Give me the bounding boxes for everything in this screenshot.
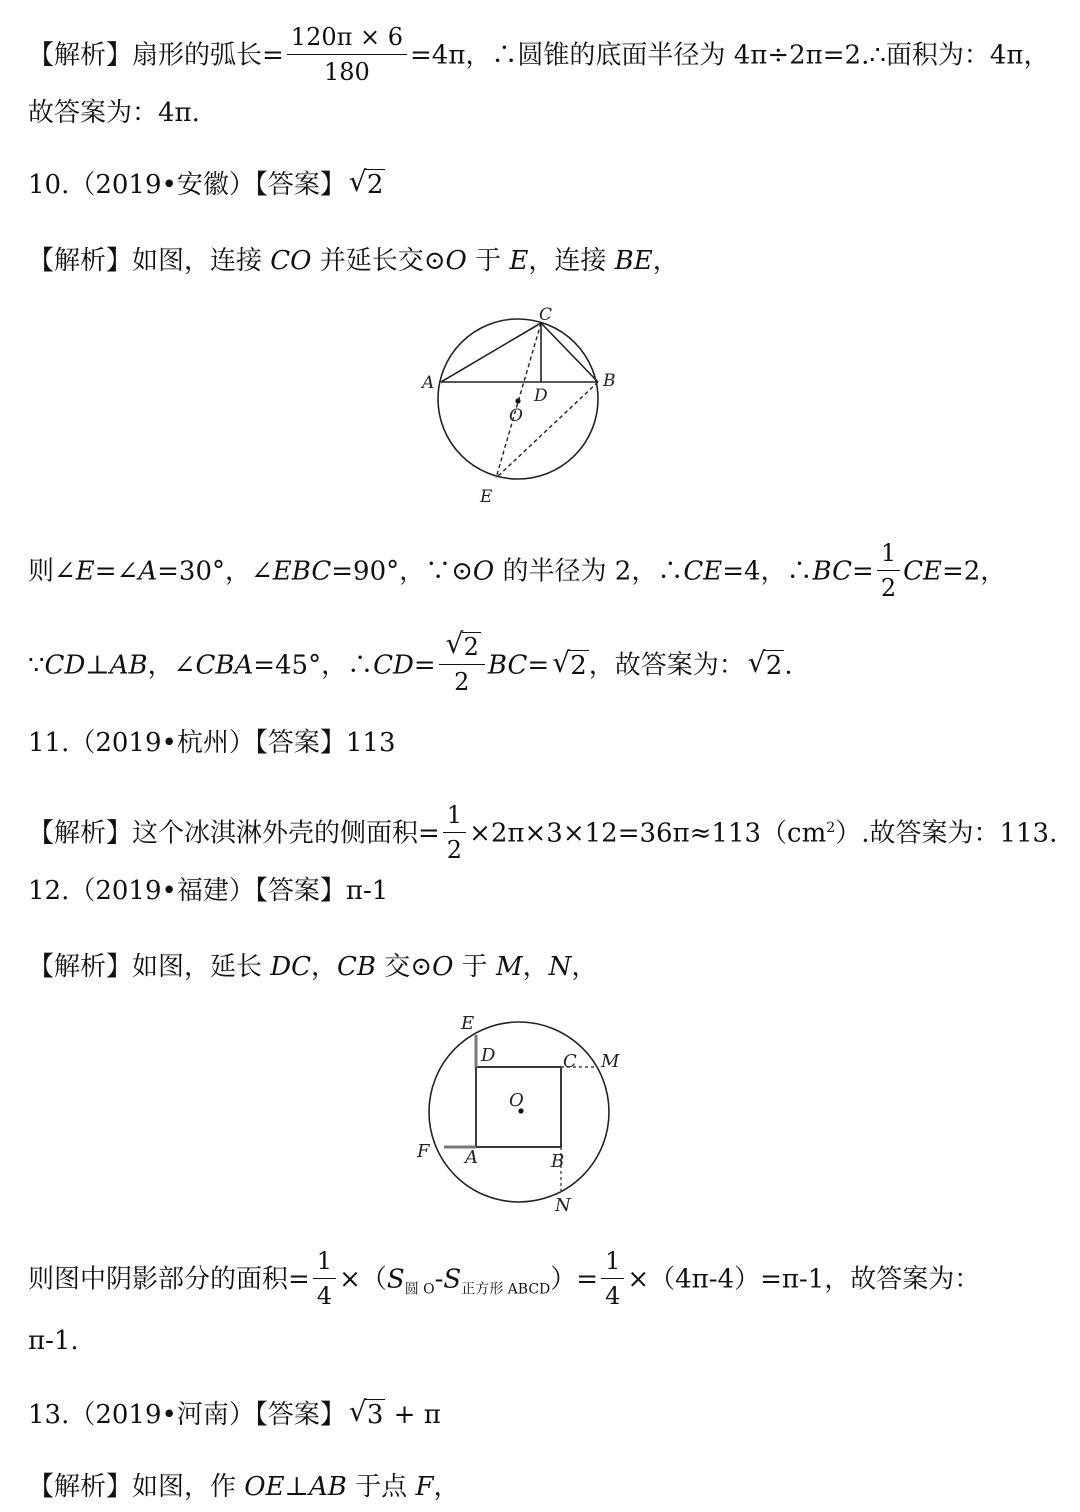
text: = — [413, 650, 436, 681]
text: =4π，∴圆锥的底面半径为 4π÷2π=2.∴面积为：4π， — [410, 40, 1050, 71]
fraction — [313, 1244, 336, 1313]
var: N — [548, 952, 572, 982]
text: = — [852, 556, 874, 587]
label-b: B — [603, 371, 616, 391]
text: = — [527, 650, 550, 681]
text: ，故答案为： — [588, 650, 745, 681]
radicand: 2 — [765, 650, 783, 681]
center-point — [515, 398, 520, 403]
text: =30°，∠ — [157, 556, 273, 587]
text: ）.故答案为：113. — [835, 818, 1058, 849]
var: EBC — [272, 556, 332, 587]
var: AB — [309, 1472, 347, 1502]
var: OE — [244, 1472, 285, 1502]
var: F — [415, 1472, 434, 1502]
question-11-header — [28, 726, 396, 760]
text: 【解析】扇形的弧长= — [28, 40, 284, 71]
denominator: 2 — [880, 574, 897, 602]
text: . — [784, 650, 793, 681]
text: + π — [385, 1400, 441, 1430]
fraction — [439, 630, 485, 699]
circle-figure-10 — [400, 300, 640, 515]
text: ⊥ — [85, 650, 110, 681]
var: E — [509, 246, 529, 276]
numerator: 1 — [877, 536, 900, 571]
denominator: 2 — [446, 836, 463, 864]
text: 【解析】这个冰淇淋外壳的侧面积= — [28, 818, 440, 849]
var: E — [75, 556, 95, 587]
text: 11.（2019•杭州）【答案】 — [28, 728, 346, 758]
solution-line-13 — [28, 1470, 460, 1504]
var: CD — [373, 650, 414, 681]
denominator: 180 — [324, 58, 370, 86]
denominator: 4 — [316, 1282, 333, 1310]
var: CBA — [195, 650, 254, 681]
var: S — [386, 1264, 405, 1295]
denominator: 4 — [605, 1282, 621, 1310]
text: π-1. — [28, 1326, 79, 1356]
text: 于点 — [346, 1472, 416, 1502]
var: A — [138, 556, 158, 587]
sqrt — [552, 649, 589, 683]
label-b: B — [551, 1151, 565, 1172]
answer: π-1 — [345, 876, 389, 906]
solution-line-12a — [28, 950, 597, 984]
sqrt — [349, 168, 386, 202]
text: ⊥ — [284, 1472, 310, 1502]
text: ，连接 — [528, 246, 615, 276]
text: ×2π×3×12=36π≈113（cm — [469, 818, 827, 849]
fraction — [601, 1244, 624, 1313]
text: ， — [571, 952, 598, 982]
radicand: 2 — [463, 633, 479, 661]
label-e: E — [461, 1013, 475, 1034]
var: CE — [683, 556, 723, 587]
label-o: O — [509, 406, 523, 426]
text: 故答案为：4π. — [28, 98, 200, 128]
text: 【解析】如图，延长 — [28, 952, 271, 982]
text: ， — [522, 952, 549, 982]
text: ∵ — [28, 650, 45, 681]
var: CB — [337, 952, 377, 982]
fraction — [877, 536, 900, 605]
text: =4，∴ — [722, 556, 813, 587]
label-c: C — [539, 305, 553, 325]
label-a: A — [465, 1147, 478, 1168]
fraction — [443, 798, 466, 867]
text: ，∠ — [147, 650, 196, 681]
var: M — [495, 952, 523, 982]
sqrt — [349, 1398, 386, 1432]
text: =90°，∵⊙ — [331, 556, 473, 587]
solution-line-11 — [28, 800, 1057, 869]
var: BE — [614, 246, 653, 276]
sqrt — [446, 630, 481, 664]
var: DC — [270, 952, 312, 982]
text: ， — [433, 1472, 460, 1502]
numerator: 1 — [443, 798, 466, 833]
subscript: 圆 O — [404, 1281, 435, 1298]
segment-bc — [541, 323, 598, 382]
text: =∠ — [94, 556, 139, 587]
label-f: F — [417, 1141, 430, 1162]
text: 于 — [453, 952, 496, 982]
fraction — [287, 20, 407, 89]
subscript: 正方形 ABCD — [461, 1281, 551, 1298]
text: ×（ — [339, 1264, 387, 1295]
solution-line-12b — [28, 1246, 980, 1315]
question-12-header — [28, 874, 388, 908]
label-a: A — [422, 373, 435, 393]
denominator: 2 — [454, 668, 470, 696]
radicand: 2 — [570, 650, 587, 681]
sqrt — [748, 649, 785, 683]
solution-line-10b — [28, 538, 1006, 607]
var: BC — [487, 650, 528, 681]
text: 于 — [466, 246, 510, 276]
answer-line-9 — [28, 96, 200, 130]
numerator: 120π × 6 — [287, 20, 407, 55]
var: O — [472, 556, 495, 587]
text: 交⊙ — [376, 952, 433, 982]
text: ， — [311, 952, 338, 982]
text: ）= — [550, 1264, 599, 1295]
circle-square-figure-12 — [405, 1005, 635, 1220]
label-m: M — [601, 1051, 620, 1072]
numerator: 1 — [601, 1244, 624, 1279]
superscript: 2 — [826, 819, 836, 836]
solution-line-10a — [28, 244, 679, 278]
question-10-header — [28, 168, 385, 202]
text: =45°，∴ — [253, 650, 374, 681]
label-o: O — [509, 1090, 524, 1111]
solution-line-9 — [28, 22, 1050, 91]
numerator: 1 — [313, 1244, 336, 1279]
label-c: C — [563, 1051, 577, 1072]
radicand: 2 — [366, 170, 384, 200]
text: ， — [652, 246, 679, 276]
text: 并延长交⊙ — [311, 246, 446, 276]
text: 【解析】如图，连接 — [28, 246, 271, 276]
var: CE — [903, 556, 942, 587]
label-n: N — [555, 1195, 571, 1216]
label-e: E — [480, 487, 493, 507]
text: 13.（2019•河南）【答案】 — [28, 1400, 346, 1430]
answer: 113 — [345, 728, 396, 758]
label-d: D — [481, 1045, 496, 1066]
var: S — [443, 1264, 462, 1295]
text: 则∠ — [28, 556, 76, 587]
solution-line-10c — [28, 632, 793, 701]
var: O — [432, 952, 454, 982]
numerator — [439, 630, 485, 665]
question-13-header — [28, 1398, 441, 1432]
radicand: 3 — [366, 1400, 384, 1430]
text: 10.（2019•安徽）【答案】 — [28, 170, 346, 200]
var: O — [445, 246, 467, 276]
text: 则图中阴影部分的面积= — [28, 1264, 310, 1295]
text: =2， — [941, 556, 1007, 587]
var: CD — [44, 650, 86, 681]
text: 【解析】如图，作 — [28, 1472, 245, 1502]
text: 12.（2019•福建）【答案】 — [28, 876, 346, 906]
text: 的半径为 2，∴ — [494, 556, 684, 587]
answer-line-12 — [28, 1324, 79, 1358]
text: ×（4π-4）=π-1，故答案为： — [627, 1264, 981, 1295]
var: AB — [109, 650, 148, 681]
var: CO — [270, 246, 312, 276]
label-d: D — [534, 386, 548, 406]
var: BC — [812, 556, 853, 587]
text: - — [434, 1264, 444, 1295]
